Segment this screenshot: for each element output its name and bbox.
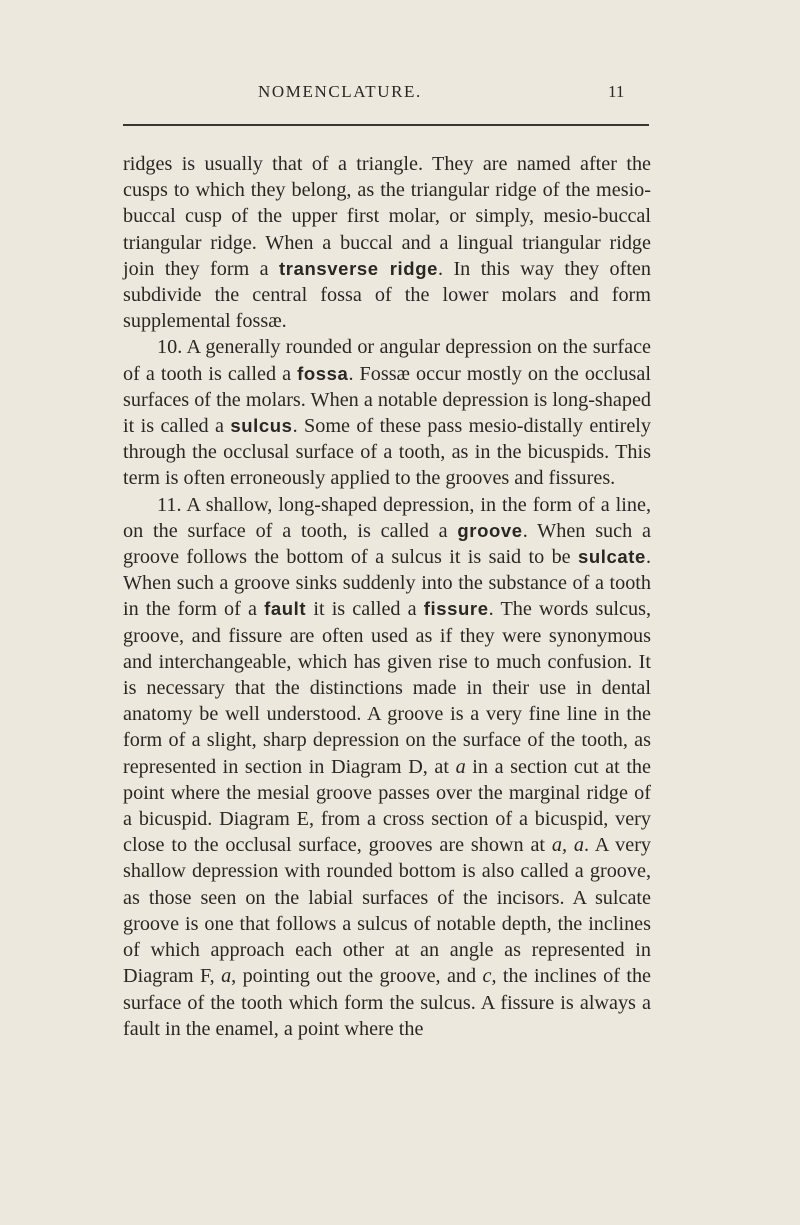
text-run: . When such a groove sinks suddenly into the substance of a tooth in the form of a bbox=[123, 546, 651, 621]
paragraph-10-fossa bbox=[123, 334, 651, 491]
text-run: ridges is usually that of a triangle. They are named after the cusps to which they belong, as the triangular ridge of the mesio-buccal cusp of the upper first molar, or simply, mesio-buccal triangular ridge. When a buccal and a lingual triangular ridge join they form a bbox=[123, 153, 651, 280]
text-run: . When such a groove follows the bottom of a sulcus it is said to be bbox=[123, 519, 651, 569]
italic-letter: a bbox=[221, 965, 232, 988]
defined-term: groove bbox=[457, 519, 523, 541]
text-run: in a section cut at the point where the mesial groove passes over the marginal ridge of a bicuspid. Diagram E, from a cross section of a bicuspid, very close to the occlusal surface, grooves are shown at bbox=[123, 755, 651, 857]
defined-term: sulcate bbox=[577, 546, 646, 568]
italic-letter: c bbox=[482, 965, 492, 988]
defined-term: fault bbox=[264, 598, 307, 620]
paragraph-11-groove bbox=[123, 492, 651, 1042]
defined-term: transverse ridge bbox=[279, 257, 438, 279]
defined-term: fissure bbox=[423, 598, 489, 620]
text-run: , the inclines of the surface of the tooth which form the sulcus. A fissure is always a fault in the enamel, a point where the bbox=[123, 965, 651, 1040]
body-text bbox=[123, 151, 651, 1042]
paragraph-continued bbox=[123, 151, 651, 334]
text-run: . In this way they often subdivide the central fossa of the lower molars and form supplemental fossæ. bbox=[123, 257, 651, 333]
defined-term: fossa bbox=[297, 362, 349, 384]
text-run: 10. A generally rounded or angular depression on the surface of a tooth is called a bbox=[123, 336, 651, 385]
page-number: 11 bbox=[608, 82, 625, 101]
header-rule bbox=[123, 124, 649, 126]
italic-letter: a, a bbox=[551, 834, 585, 857]
text-run: . The words sulcus, groove, and fissure are often used as if they were synonymous and interchangeable, which has given rise to much confusion. It is necessary that the distinctions made in their use in dental anatomy be well understood. A groove is a very fine line in the form of a slight, sharp depression on the surface of the tooth, as represented in section in Diagram D, at bbox=[123, 598, 651, 778]
running-head: NOMENCLATURE. bbox=[258, 82, 422, 101]
defined-term: sulcus bbox=[230, 415, 293, 437]
text-run: . A very shallow depression with rounded bottom is also called a groove, as those seen on the labial surfaces of the incisors. A sulcate groove is one that follows a sulcus of notable depth, the inclines of which approach each other at an angle as represented in Diagram F, bbox=[123, 834, 652, 988]
text-run: it is called a bbox=[306, 598, 424, 621]
text-run: 11. A shallow, long-shaped depression, in the form of a line, on the surface of a tooth, is called a bbox=[123, 493, 651, 542]
text-run: . Fossæ occur mostly on the occlusal surfaces of the molars. When a notable depression is long-shaped it is called a bbox=[123, 362, 651, 438]
italic-letter: a bbox=[455, 755, 466, 778]
text-run: , pointing out the groove, and bbox=[231, 965, 483, 988]
text-run: . Some of these pass mesio-distally entirely through the occlusal surface of a tooth, as in the bicuspids. This term is often erroneously applied to the grooves and fissures. bbox=[123, 415, 651, 490]
